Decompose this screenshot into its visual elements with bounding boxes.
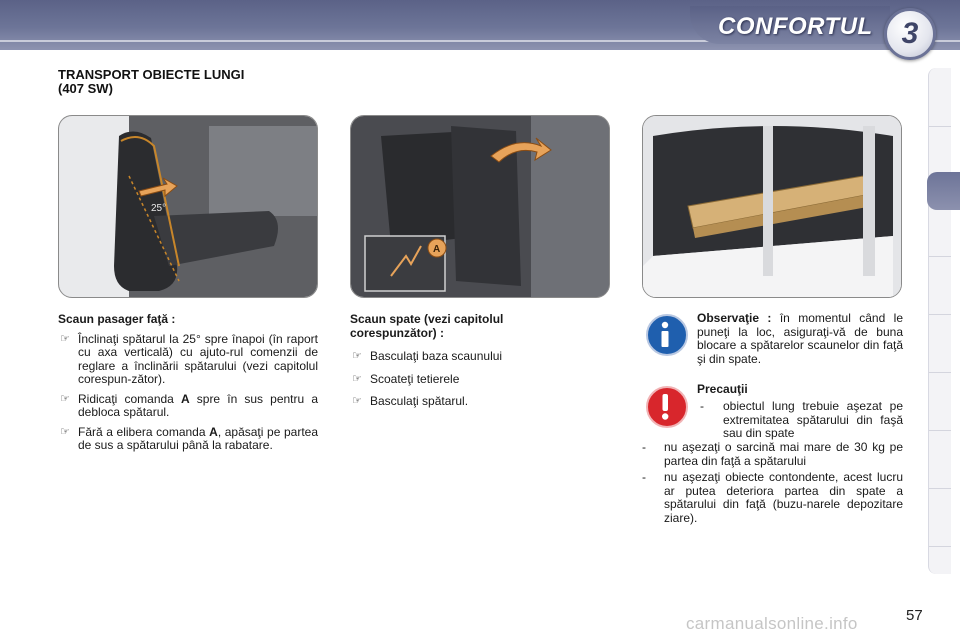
long-object-photo [642,115,902,298]
rear-seat-step-2 [350,373,570,387]
dash-mark: - [700,399,704,413]
caution-item-2-text: nu aşezaţi o sarcină mai mare de 30 kg pe partea din faţă a spătarului [664,440,903,468]
side-tab-divider [929,546,951,547]
section-title [58,68,338,96]
side-tab-divider [929,126,951,127]
rear-seat-step-2-text: Scoateţi tetierele [370,371,460,386]
caution-item-1-text: obiectul lung trebuie aşezat pe extremitatea spătarului din faşă sau din spate [723,399,903,440]
pointing-hand-icon: ☞ [352,372,362,385]
rear-seat-column [350,313,570,415]
front-seat-heading: Scaun pasager faţă : [58,312,176,326]
watermark: carmanualsonline.info [686,614,858,633]
section-title-line1: TRANSPORT OBIECTE LUNGI [58,67,245,82]
command-a-label: A [433,244,441,255]
caution-item-1-block [697,400,903,444]
side-tab-divider [929,256,951,257]
chapter-badge [884,8,936,60]
front-seat-step-2-text: Ridicaţi comanda [78,391,174,406]
pointing-hand-icon: ☞ [60,425,70,438]
front-seat-step-2-rest: spre în sus pentru a debloca spătarul. [78,391,318,419]
side-tab-divider [929,488,951,489]
caution-item-3-text: nu aşezaţi obiecte contondente, acest lucru ar putea deteriora partea din spate a spătarului din faţă (buzu-narele depozitare ziare). [664,470,903,525]
caution-item-1 [697,400,903,441]
rear-seat-photo [350,115,610,298]
note-text: în momentul când le puneţi la loc, asiguraţi-vă de buna blocare a spătarelor scaunelor din faţă şi din spate. [697,311,904,366]
pointing-hand-icon: ☞ [352,395,362,407]
rear-seat-step-1-text: Basculaţi baza scaunului [370,349,503,363]
front-seat-step-3-rest: , apăsaţi pe partea de sus a spătarului până la rabatare. [78,424,319,452]
side-tab-active-chapter[interactable] [927,172,960,210]
front-seat-step-3-text: Fără a elibera comanda [78,424,206,439]
caution-item-2 [642,441,903,468]
note-label: Observaţie : [697,311,772,325]
warning-icon [646,386,688,428]
caution-list-wide [642,441,903,528]
pointing-hand-icon: ☞ [60,392,70,405]
chapter-title: CONFORTUL [718,13,873,40]
section-title-line2: (407 SW) [58,81,113,96]
front-seat-step-1 [58,333,318,387]
command-a-ref: A [180,391,190,406]
info-icon [646,314,688,356]
dash-mark: - [642,440,646,454]
pointing-hand-icon: ☞ [352,350,362,362]
rear-seat-step-1 [350,350,570,364]
page-number: 57 [906,607,923,624]
front-seat-photo [58,115,318,298]
front-seat-step-2 [58,393,318,420]
side-tab-divider [929,372,951,373]
caution-item-3 [642,471,903,525]
rear-seat-heading: Scaun spate (vezi capitolul corespunzător) : [350,312,504,340]
note-block [697,312,903,366]
front-seat-step-1-text: Înclinaţi spătarul la 25° spre înapoi (în raport cu axa verticală) cu ajuto-rul comenzii de reglare a înclinării spătarului (vezi capitolul corespun-zător). [78,331,318,386]
command-a-ref: A [209,424,218,439]
rear-seat-step-3 [350,395,570,409]
chapter-side-tabs [928,68,951,574]
dash-mark: - [642,470,646,484]
side-tab-divider [929,314,951,315]
side-tab-divider [929,430,951,431]
front-seat-column [58,313,318,459]
rear-seat-step-3-text: Basculaţi spătarul. [370,394,469,408]
seat-angle-label: 25° [151,203,167,214]
caution-label: Precauţii [697,382,748,396]
pointing-hand-icon: ☞ [60,332,70,345]
chapter-number: 3 [901,17,919,50]
front-seat-step-3 [58,426,318,453]
